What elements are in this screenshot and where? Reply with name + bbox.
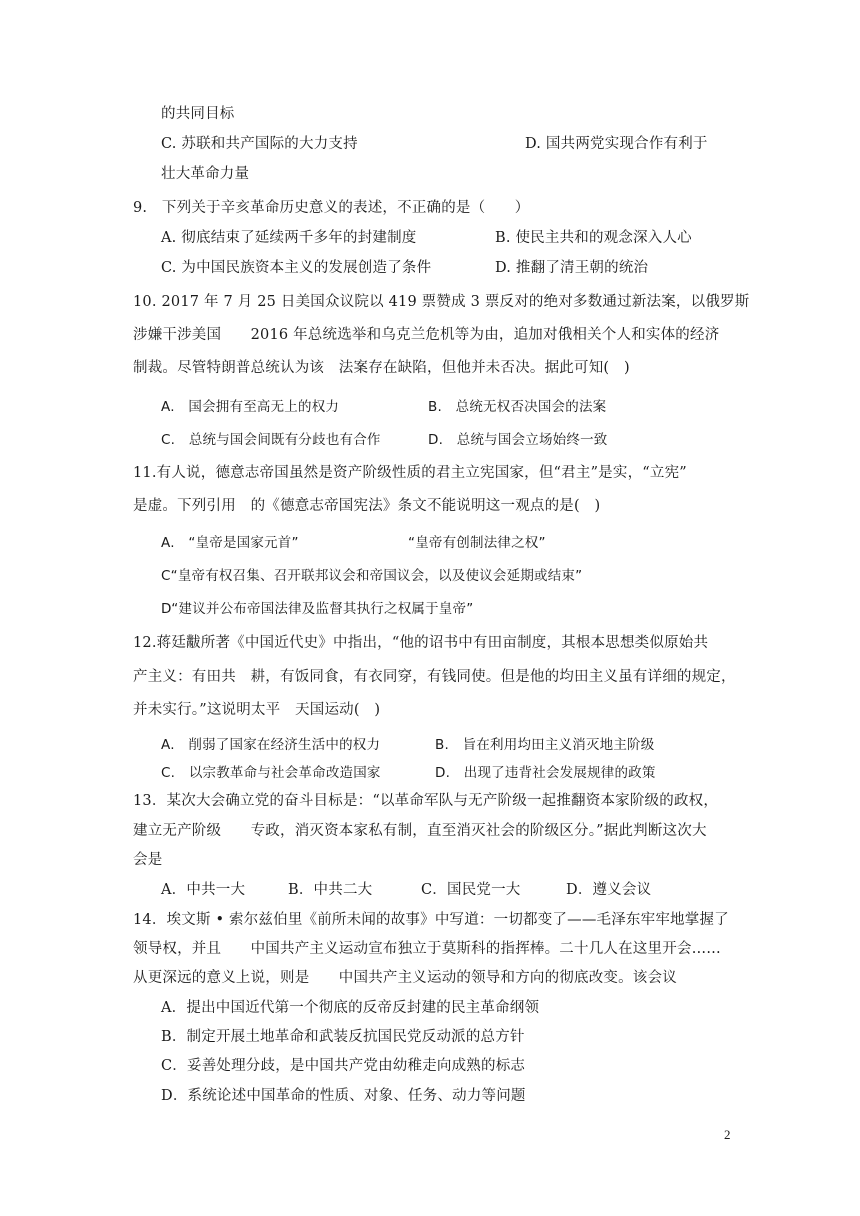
question-14-line: 从更深远的意义上说，则是 中国共产主义运动的领导和方向的彻底改变。该会议 [133, 970, 677, 986]
question-9-option-a: A. 彻底结束了延续两千多年的封建制度 [161, 230, 417, 246]
question-12-line: 12.蒋廷黻所著《中国近代史》中指出，“他的诏书中有田亩制度，其根本思想类似原始共 [133, 635, 709, 651]
question-9-stem: 9. 下列关于辛亥革命历史意义的表述，不正确的是（ ） [133, 200, 530, 216]
question-13-line: 会是 [133, 852, 163, 868]
question-10-option-d: D. 总统与国会立场始终一致 [428, 432, 608, 448]
question-14-line: 领导权，并且 中国共产主义运动宣布独立于莫斯科的指挥棒。二十几人在这里开会…… [133, 941, 721, 957]
question-13-option-a: A．中共一大 [161, 882, 246, 898]
question-9-option-b: B. 使民主共和的观念深入人心 [495, 230, 692, 246]
page-number: 2 [724, 1127, 731, 1142]
option-d: D. 国共两党实现合作有利于 [525, 136, 708, 152]
question-10-line: 制裁。尽管特朗普总统认为该 法案存在缺陷，但他并未否决。据此可知( ) [133, 360, 630, 376]
question-14-line: 14．埃文斯 • 索尔兹伯里《前所未闻的故事》中写道：一切都变了——毛泽东牢牢地掌握了 [133, 912, 729, 928]
option-c: C. 苏联和共产国际的大力支持 [161, 136, 358, 152]
text-line: 的共同目标 [161, 106, 235, 122]
question-12-option-d: D. 出现了违背社会发展规律的政策 [435, 765, 656, 781]
question-10-option-b: B. 总统无权否决国会的法案 [428, 399, 607, 415]
question-12-line: 产主义：有田共 耕，有饭同食，有衣同穿，有钱同使。但是他的均田主义虽有详细的规定， [133, 669, 736, 685]
question-11-line: 是虚。下列引用 的《德意志帝国宪法》条文不能说明这一观点的是( ) [133, 498, 601, 514]
question-13-option-d: D．遵义会议 [566, 882, 652, 898]
question-12-option-c: C. 以宗教革命与社会革命改造国家 [161, 765, 381, 781]
question-12-option-b: B. 旨在利用均田主义消灭地主阶级 [435, 737, 655, 753]
question-9-option-c: C. 为中国民族资本主义的发展创造了条件 [161, 260, 432, 276]
question-12-option-a: A. 削弱了国家在经济生活中的权力 [161, 737, 381, 753]
question-13-option-c: C．国民党一大 [421, 882, 521, 898]
question-11-option-b: “皇帝有创制法律之权” [408, 535, 546, 551]
question-10-option-c: C. 总统与国会间既有分歧也有合作 [161, 432, 381, 448]
question-11-option-d: D“建议并公布帝国法律及监督其执行之权属于皇帝” [161, 601, 474, 617]
question-12-line: 并未实行。”这说明太平 天国运动( ) [133, 702, 381, 718]
question-14-option-a: A．提出中国近代第一个彻底的反帝反封建的民主革命纲领 [161, 1000, 540, 1016]
question-11-option-a: A. “皇帝是国家元首” [161, 535, 299, 551]
question-14-option-d: D．系统论述中国革命的性质、对象、任务、动力等问题 [161, 1088, 526, 1104]
question-13-option-b: B．中共二大 [288, 882, 373, 898]
question-13-line: 建立无产阶级 专政，消灭资本家私有制，直至消灭社会的阶级区分。”据此判断这次大 [133, 823, 707, 839]
text-line: 壮大革命力量 [161, 166, 250, 182]
question-10-line: 10. 2017 年 7 月 25 日美国众议院以 419 票赞成 3 票反对的绝对多数通过新法案，以俄罗斯 [133, 294, 750, 310]
question-11-option-c: C“皇帝有权召集、召开联邦议会和帝国议会，以及使议会延期或结束” [161, 568, 583, 584]
question-9-option-d: D. 推翻了清王朝的统治 [495, 260, 649, 276]
question-11-line: 11.有人说，德意志帝国虽然是资产阶级性质的君主立宪国家，但“君主”是实，“立宪” [133, 465, 687, 481]
question-14-option-b: B．制定开展土地革命和武装反抗国民党反动派的总方针 [161, 1029, 525, 1045]
question-10-option-a: A. 国会拥有至高无上的权力 [161, 399, 340, 415]
question-10-line: 涉嫌干涉美国 2016 年总统选举和乌克兰危机等为由，追加对俄相关个人和实体的经济 [133, 327, 720, 343]
question-14-option-c: C．妥善处理分歧，是中国共产党由幼稚走向成熟的标志 [161, 1058, 526, 1074]
question-13-line: 13．某次大会确立党的奋斗目标是：“以革命军队与无产阶级一起推翻资本家阶级的政权， [133, 793, 719, 809]
